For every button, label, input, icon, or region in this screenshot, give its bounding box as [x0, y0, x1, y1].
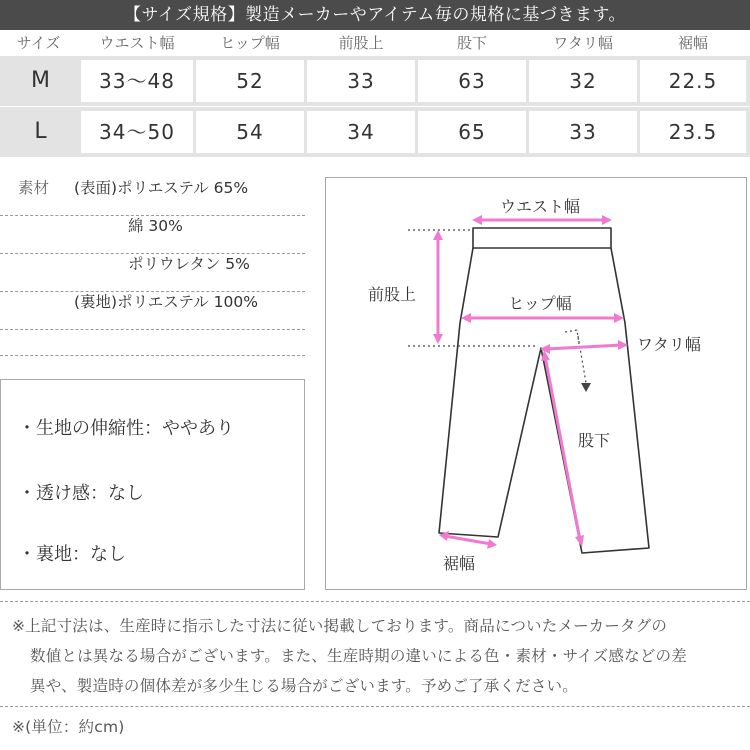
- inseam-label: 股下: [578, 431, 611, 450]
- hem-value: 23.5: [640, 111, 746, 153]
- inseam-value: 65: [418, 111, 526, 153]
- notes-divider: [0, 706, 750, 707]
- sheerness-property: ・透け感：なし: [18, 483, 144, 504]
- front-rise-value: 33: [307, 60, 415, 102]
- thigh-value: 32: [529, 60, 637, 102]
- thigh-arrow: [546, 345, 622, 349]
- material-line: (表面)ポリエステル 65%: [74, 179, 249, 197]
- material-row: [0, 329, 305, 356]
- hip-value: 52: [196, 60, 304, 102]
- pants-measurement-diagram: [325, 177, 747, 590]
- front-rise-value: 34: [307, 111, 415, 153]
- material-row: [0, 253, 305, 292]
- lining-property: ・裏地：なし: [18, 544, 126, 565]
- hip-label: ヒップ幅: [508, 294, 572, 313]
- front-rise-label: 前股上: [368, 285, 417, 304]
- material-line: (裏地)ポリエステル 100%: [74, 293, 258, 311]
- disclaimer-line: 数値とは異なる場合がございます。また、生産時期の違いによる色・素材・サイズ感などの差: [30, 647, 687, 665]
- header-front-rise: 前股上: [338, 34, 384, 52]
- material-row: [0, 177, 305, 216]
- waistband: [473, 228, 611, 248]
- header-hip: ヒップ幅: [220, 34, 280, 52]
- material-line: ポリウレタン 5%: [128, 255, 250, 273]
- waist-value: 34〜50: [81, 111, 193, 153]
- material-row: [0, 215, 305, 254]
- size-label: L: [34, 119, 47, 144]
- inseam-value: 63: [418, 60, 526, 102]
- thigh-guide-arrowhead: [581, 383, 591, 392]
- disclaimer-line: 異や、製造時の個体差が多少生じる場合がございます。予めご了承ください。: [30, 677, 578, 695]
- header-inseam: 股下: [456, 34, 487, 52]
- header-waist: ウエスト幅: [99, 34, 175, 52]
- header-size: サイズ: [16, 34, 61, 52]
- hem-value: 22.5: [640, 60, 746, 102]
- table-row: [0, 107, 750, 157]
- size-spec-banner: 【サイズ規格】製造メーカーやアイテム毎の規格に基づきます。: [0, 0, 750, 30]
- pants-illustration: [326, 178, 746, 589]
- fabric-properties-box: [0, 379, 305, 590]
- disclaimer-line: ※上記寸法は、生産時に指示した寸法に従い掲載しております。商品についたメーカータグの: [12, 617, 668, 635]
- unit-note: ※(単位：約cm): [12, 718, 125, 736]
- thigh-value: 33: [529, 111, 637, 153]
- stretch-property: ・生地の伸縮性：ややあり: [18, 418, 234, 439]
- thigh-label: ワタリ幅: [637, 335, 701, 354]
- waist-value: 33〜48: [81, 60, 193, 102]
- notes-divider: [0, 601, 750, 602]
- hem-label: 裾幅: [443, 554, 476, 573]
- material-label: 素材: [18, 179, 50, 197]
- table-row: [0, 56, 750, 106]
- inseam-arrow: [545, 356, 580, 540]
- size-label: M: [31, 68, 50, 93]
- waist-label: ウエスト幅: [499, 197, 581, 216]
- header-thigh: ワタリ幅: [553, 34, 613, 52]
- header-hem: 裾幅: [677, 34, 708, 52]
- thigh-guide-line: [565, 330, 586, 383]
- hem-arrow: [445, 536, 491, 544]
- material-row: [0, 291, 305, 330]
- material-line: 綿 30%: [128, 217, 183, 235]
- hip-value: 54: [196, 111, 304, 153]
- pants-outline: [439, 228, 649, 553]
